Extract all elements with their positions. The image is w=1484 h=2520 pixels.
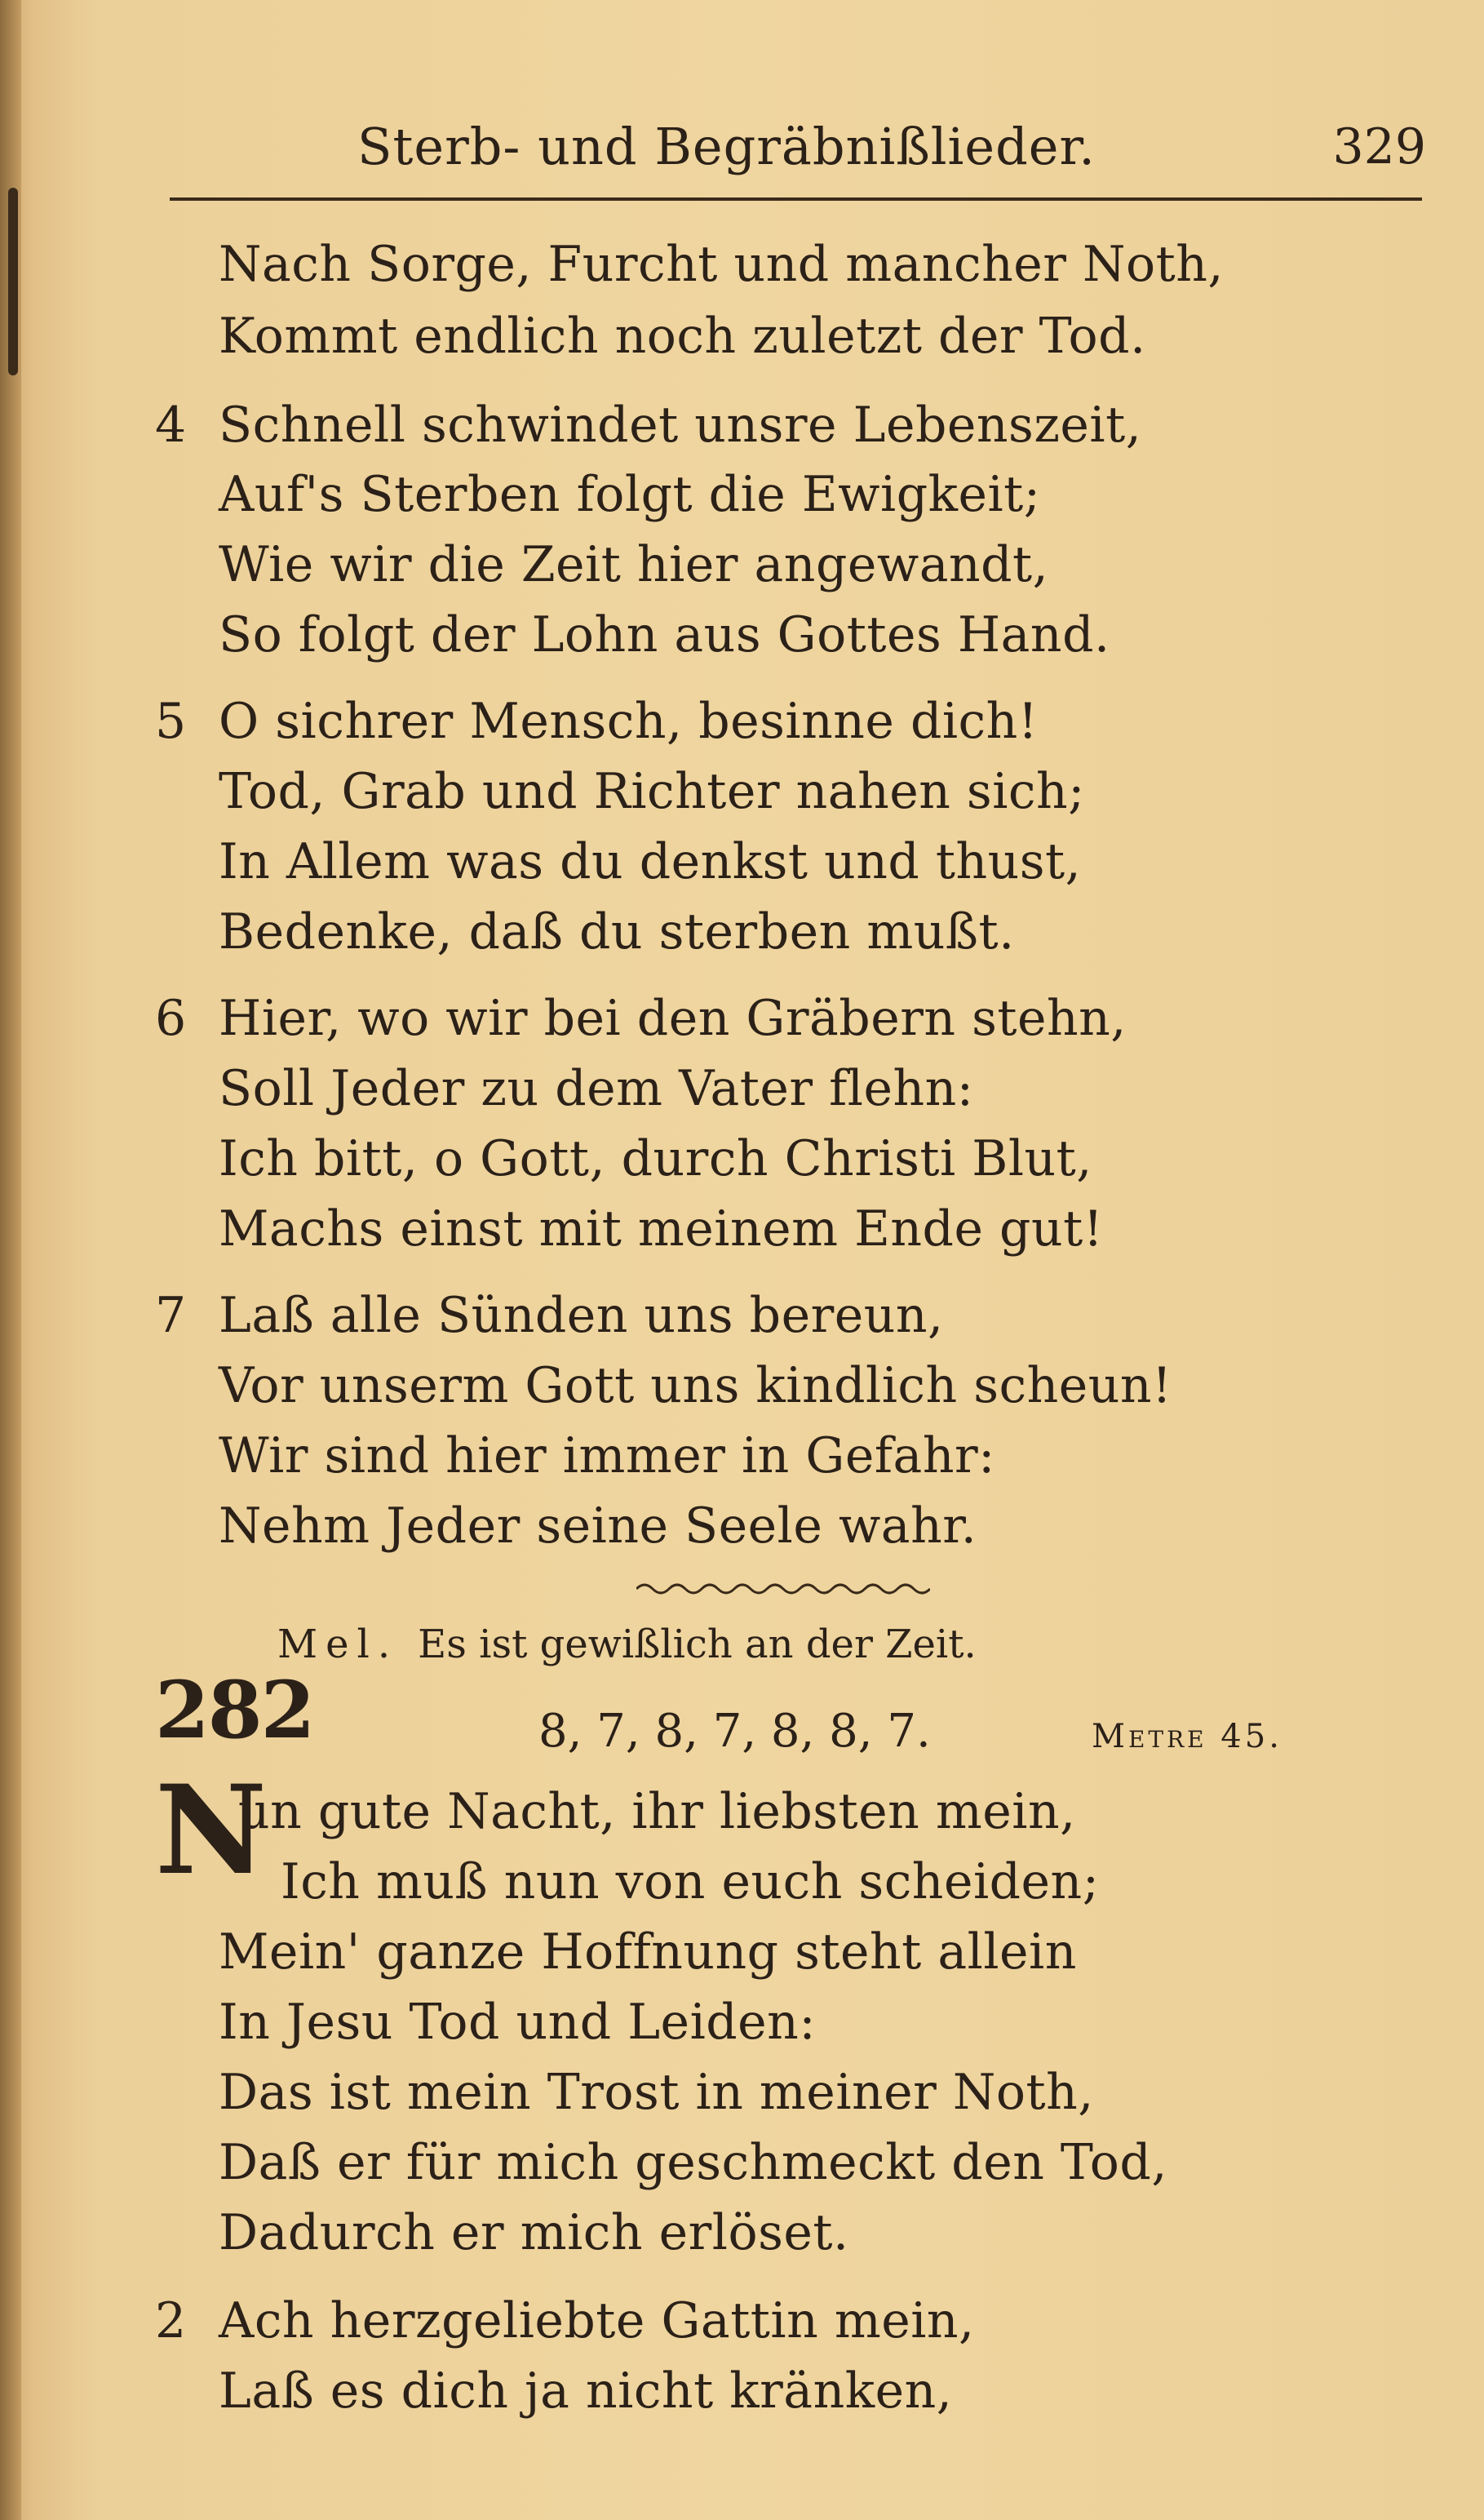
verse-line: Wir sind hier immer in Gefahr: [219,1427,995,1484]
verse-line: Daß er für mich geschmeckt den Tod, [219,2134,1167,2191]
wavy-divider [636,1578,930,1599]
verse-line: Hier, wo wir bei den Gräbern stehn, [219,990,1127,1047]
melody-line [277,1612,977,1677]
verse-number: 2 [155,2292,187,2349]
verse-line: Dadurch er mich erlöset. [219,2204,849,2261]
verse-line: Ich muß nun von euch scheiden; [281,1853,1100,1910]
melody-label: Mel. [277,1622,399,1667]
verse-number: 5 [155,693,187,750]
running-title: Sterb- und Begräbnißlieder. [357,117,1096,176]
continuation-line: Nach Sorge, Furcht und mancher Noth, [219,236,1224,293]
header-rule [170,197,1422,201]
verse-line: Nehm Jeder seine Seele wahr. [219,1497,977,1555]
binding-mark [8,188,18,375]
continuation-line: Kommt endlich noch zuletzt der Tod. [219,308,1146,365]
verse-line: O sichrer Mensch, besinne dich! [219,693,1039,750]
verse-line: Wie wir die Zeit hier angewandt, [219,536,1049,593]
verse-line: Tod, Grab und Richter nahen sich; [219,763,1085,820]
verse-line: In Allem was du denkst und thust, [219,833,1082,890]
verse-line: Machs einst mit meinem Ende gut! [219,1200,1104,1258]
verse-line: Vor unserm Gott uns kindlich scheun! [219,1357,1172,1414]
verse-line: So folgt der Lohn aus Gottes Hand. [219,606,1110,663]
verse-line: Ach herzgeliebte Gattin mein, [219,2292,975,2349]
verse-line: Soll Jeder zu dem Vater flehn: [219,1060,974,1117]
page-binding-edge [0,0,21,2520]
verse-line: Schnell schwindet unsre Lebenszeit, [219,397,1142,454]
verse-line: Laß alle Sünden uns bereun, [219,1287,944,1344]
verse-number: 4 [155,397,187,454]
verse-line: Laß es dich ja nicht kränken, [219,2362,953,2420]
verse-line: Das ist mein Trost in meiner Noth, [219,2064,1094,2121]
meter-numbers: 8, 7, 8, 7, 8, 8, 7. [538,1705,931,1758]
verse-number: 7 [155,1287,187,1344]
verse-line: In Jesu Tod und Leiden: [219,1994,817,2051]
verse-number: 6 [155,990,187,1047]
hymn-number: 282 [155,1664,314,1756]
page-number: 329 [1332,118,1426,175]
verse-line: Auf's Sterben folgt die Ewigkeit; [219,466,1041,523]
verse-line: Bedenke, daß du sterben mußt. [219,903,1015,961]
page-header [170,106,1426,188]
verse-line: un gute Nacht, ihr liebsten mein, [238,1783,1076,1840]
metre-label: Metre 45. [1092,1718,1282,1755]
verse-line: Ich bitt, o Gott, durch Christi Blut, [219,1130,1092,1187]
drop-cap: N [155,1759,268,1902]
melody-title: Es ist gewißlich an der Zeit. [418,1622,977,1667]
verse-line: Mein' ganze Hoffnung steht allein [219,1923,1077,1981]
